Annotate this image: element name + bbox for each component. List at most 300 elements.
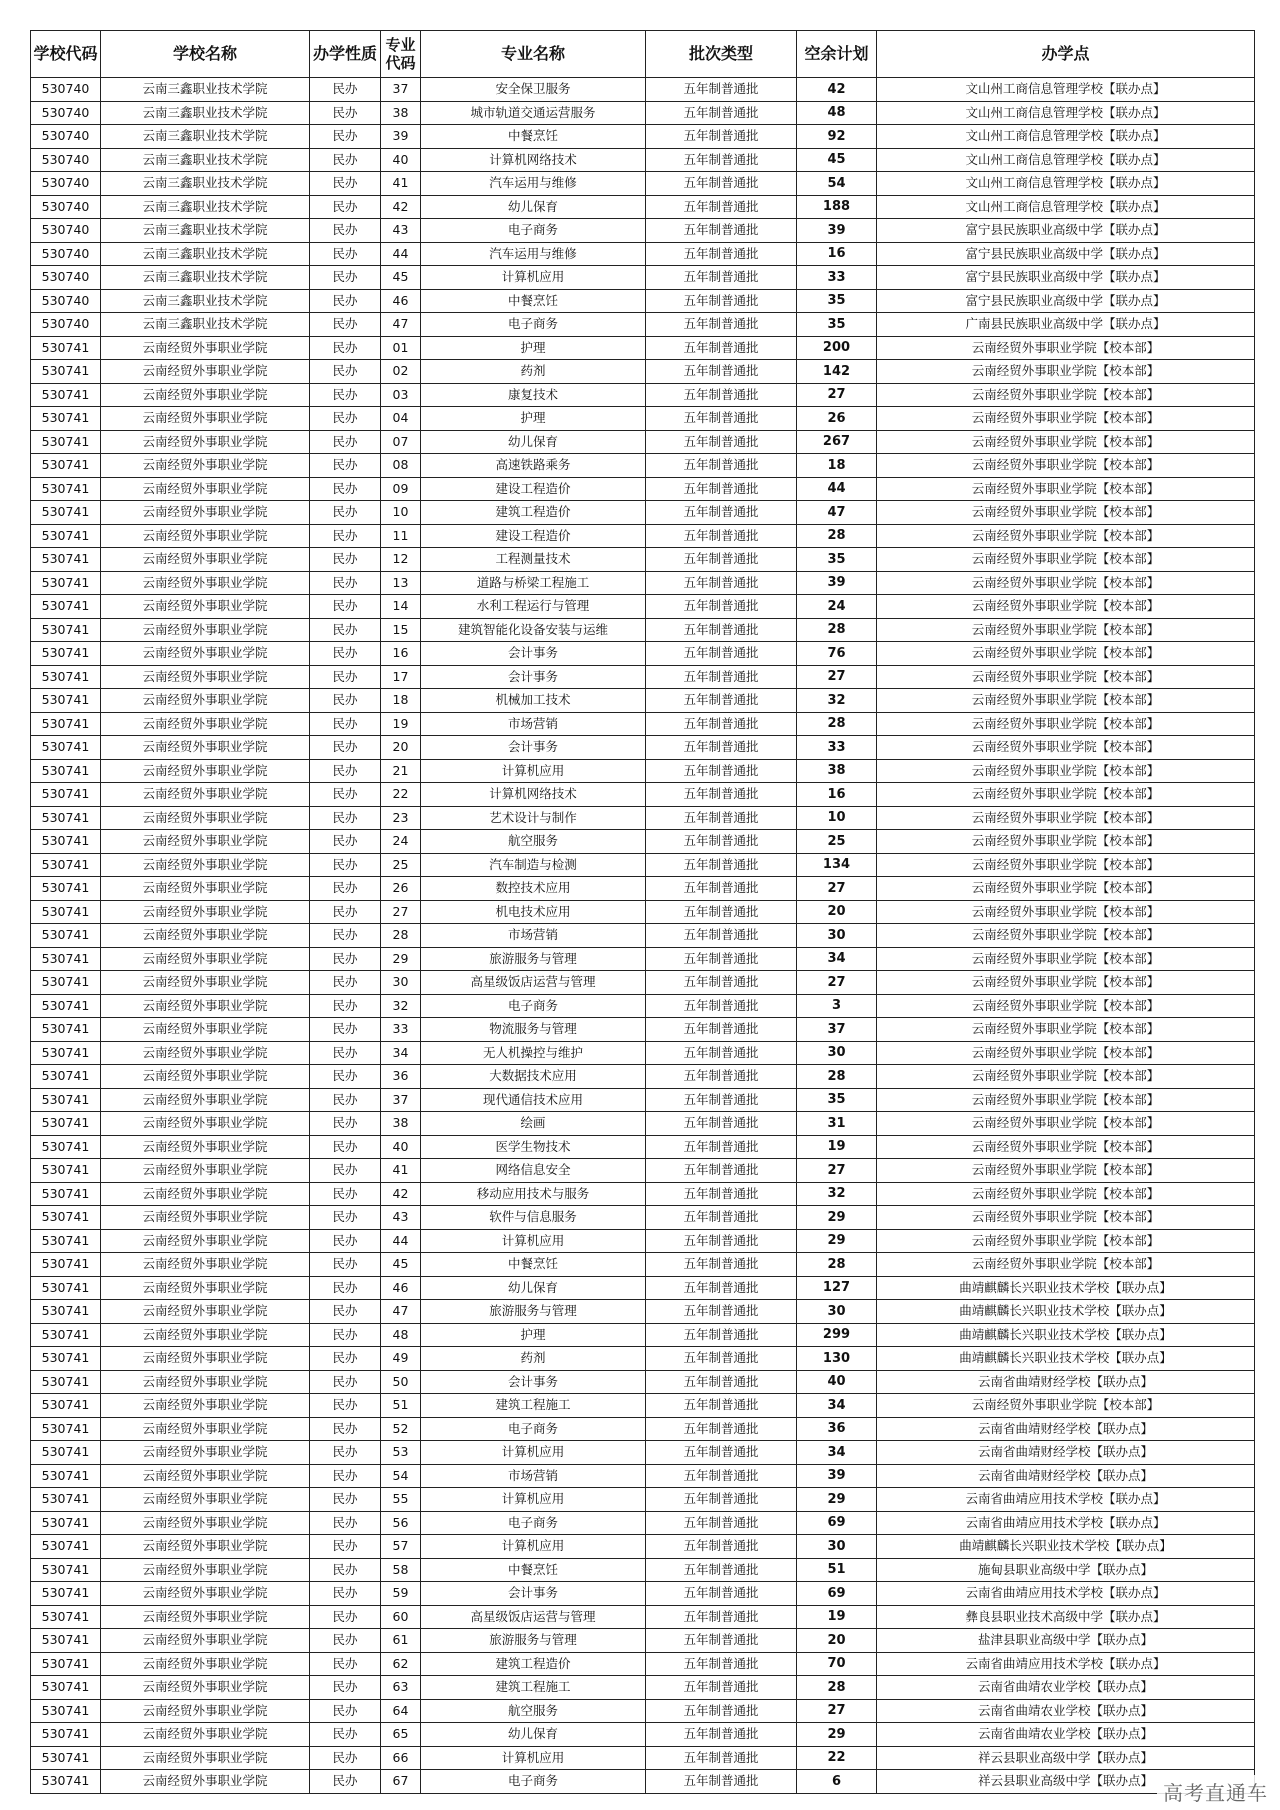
cell-school-code: 530741 — [31, 1535, 101, 1559]
table-row — [31, 101, 1255, 125]
cell-major-name: 市场营销 — [421, 1464, 646, 1488]
cell-school-name: 云南三鑫职业技术学院 — [101, 148, 310, 172]
cell-school-type: 民办 — [310, 1088, 381, 1112]
cell-school-code: 530741 — [31, 1394, 101, 1418]
cell-school-name: 云南经贸外事职业学院 — [101, 665, 310, 689]
cell-vacancy-plan: 30 — [797, 1300, 877, 1324]
cell-school-code: 530741 — [31, 1229, 101, 1253]
cell-campus: 云南经贸外事职业学院【校本部】 — [877, 971, 1255, 995]
cell-batch-type: 五年制普通批 — [646, 219, 797, 243]
cell-major-name: 计算机应用 — [421, 1488, 646, 1512]
cell-school-type: 民办 — [310, 642, 381, 666]
cell-school-type: 民办 — [310, 1417, 381, 1441]
cell-school-type: 民办 — [310, 454, 381, 478]
cell-major-code: 45 — [381, 266, 421, 290]
cell-major-name: 高速铁路乘务 — [421, 454, 646, 478]
cell-campus: 云南省曲靖财经学校【联办点】 — [877, 1441, 1255, 1465]
cell-vacancy-plan: 134 — [797, 853, 877, 877]
cell-campus: 云南经贸外事职业学院【校本部】 — [877, 524, 1255, 548]
cell-major-code: 42 — [381, 195, 421, 219]
cell-vacancy-plan: 34 — [797, 1394, 877, 1418]
cell-campus: 文山州工商信息管理学校【联办点】 — [877, 195, 1255, 219]
cell-batch-type: 五年制普通批 — [646, 1558, 797, 1582]
cell-school-type: 民办 — [310, 1206, 381, 1230]
cell-major-name: 药剂 — [421, 360, 646, 384]
cell-batch-type: 五年制普通批 — [646, 759, 797, 783]
cell-batch-type: 五年制普通批 — [646, 1135, 797, 1159]
cell-school-name: 云南经贸外事职业学院 — [101, 407, 310, 431]
cell-major-code: 38 — [381, 1112, 421, 1136]
cell-batch-type: 五年制普通批 — [646, 618, 797, 642]
cell-school-type: 民办 — [310, 1629, 381, 1653]
cell-major-code: 64 — [381, 1699, 421, 1723]
cell-school-name: 云南经贸外事职业学院 — [101, 618, 310, 642]
cell-major-code: 58 — [381, 1558, 421, 1582]
cell-campus: 云南省曲靖应用技术学校【联办点】 — [877, 1511, 1255, 1535]
cell-school-type: 民办 — [310, 736, 381, 760]
cell-major-code: 15 — [381, 618, 421, 642]
cell-school-type: 民办 — [310, 1558, 381, 1582]
cell-major-code: 32 — [381, 994, 421, 1018]
cell-school-type: 民办 — [310, 1018, 381, 1042]
table-row — [31, 1229, 1255, 1253]
cell-campus: 云南经贸外事职业学院【校本部】 — [877, 501, 1255, 525]
table-row — [31, 1441, 1255, 1465]
cell-school-name: 云南经贸外事职业学院 — [101, 1699, 310, 1723]
cell-school-name: 云南经贸外事职业学院 — [101, 336, 310, 360]
cell-major-name: 市场营销 — [421, 712, 646, 736]
cell-school-code: 530741 — [31, 1511, 101, 1535]
cell-major-name: 中餐烹饪 — [421, 125, 646, 149]
cell-major-code: 36 — [381, 1065, 421, 1089]
table-row — [31, 783, 1255, 807]
cell-school-name: 云南经贸外事职业学院 — [101, 1135, 310, 1159]
cell-campus: 云南省曲靖农业学校【联办点】 — [877, 1723, 1255, 1747]
cell-campus: 施甸县职业高级中学【联办点】 — [877, 1558, 1255, 1582]
table-row — [31, 195, 1255, 219]
cell-major-code: 18 — [381, 689, 421, 713]
cell-major-name: 护理 — [421, 336, 646, 360]
cell-batch-type: 五年制普通批 — [646, 360, 797, 384]
cell-major-code: 62 — [381, 1652, 421, 1676]
cell-major-code: 40 — [381, 1135, 421, 1159]
cell-campus: 曲靖麒麟长兴职业技术学校【联办点】 — [877, 1276, 1255, 1300]
cell-school-code: 530741 — [31, 1488, 101, 1512]
cell-campus: 云南省曲靖农业学校【联办点】 — [877, 1676, 1255, 1700]
cell-major-code: 60 — [381, 1605, 421, 1629]
cell-school-type: 民办 — [310, 1370, 381, 1394]
cell-school-type: 民办 — [310, 360, 381, 384]
cell-major-code: 34 — [381, 1041, 421, 1065]
cell-school-code: 530740 — [31, 289, 101, 313]
cell-school-code: 530741 — [31, 548, 101, 572]
table-row — [31, 1182, 1255, 1206]
cell-batch-type: 五年制普通批 — [646, 947, 797, 971]
cell-school-name: 云南经贸外事职业学院 — [101, 1206, 310, 1230]
table-row — [31, 383, 1255, 407]
cell-campus: 云南经贸外事职业学院【校本部】 — [877, 853, 1255, 877]
cell-school-type: 民办 — [310, 125, 381, 149]
cell-major-code: 43 — [381, 1206, 421, 1230]
cell-campus: 云南经贸外事职业学院【校本部】 — [877, 383, 1255, 407]
table-row — [31, 971, 1255, 995]
cell-major-code: 40 — [381, 148, 421, 172]
cell-school-code: 530741 — [31, 1182, 101, 1206]
cell-major-name: 建筑工程造价 — [421, 501, 646, 525]
cell-major-code: 30 — [381, 971, 421, 995]
cell-major-code: 49 — [381, 1347, 421, 1371]
cell-school-code: 530741 — [31, 924, 101, 948]
cell-major-name: 移动应用技术与服务 — [421, 1182, 646, 1206]
cell-campus: 云南经贸外事职业学院【校本部】 — [877, 1135, 1255, 1159]
cell-major-name: 会计事务 — [421, 736, 646, 760]
cell-major-code: 61 — [381, 1629, 421, 1653]
cell-major-code: 09 — [381, 477, 421, 501]
cell-major-code: 25 — [381, 853, 421, 877]
cell-major-code: 66 — [381, 1746, 421, 1770]
cell-vacancy-plan: 3 — [797, 994, 877, 1018]
cell-vacancy-plan: 28 — [797, 1676, 877, 1700]
table-row — [31, 1323, 1255, 1347]
cell-campus: 云南经贸外事职业学院【校本部】 — [877, 877, 1255, 901]
cell-school-code: 530741 — [31, 1558, 101, 1582]
table-row — [31, 736, 1255, 760]
cell-major-name: 护理 — [421, 407, 646, 431]
cell-school-code: 530740 — [31, 78, 101, 102]
cell-campus: 云南经贸外事职业学院【校本部】 — [877, 736, 1255, 760]
cell-vacancy-plan: 33 — [797, 736, 877, 760]
cell-batch-type: 五年制普通批 — [646, 1441, 797, 1465]
cell-batch-type: 五年制普通批 — [646, 1112, 797, 1136]
cell-major-name: 康复技术 — [421, 383, 646, 407]
cell-school-code: 530741 — [31, 994, 101, 1018]
cell-school-type: 民办 — [310, 1182, 381, 1206]
cell-major-name: 计算机应用 — [421, 1441, 646, 1465]
cell-campus: 云南经贸外事职业学院【校本部】 — [877, 665, 1255, 689]
header-major-code-text: 专业 代码 — [385, 36, 416, 72]
cell-campus: 云南省曲靖财经学校【联办点】 — [877, 1417, 1255, 1441]
cell-school-type: 民办 — [310, 1652, 381, 1676]
cell-major-code: 55 — [381, 1488, 421, 1512]
table-row — [31, 1723, 1255, 1747]
cell-school-type: 民办 — [310, 712, 381, 736]
cell-batch-type: 五年制普通批 — [646, 1582, 797, 1606]
table-row — [31, 1629, 1255, 1653]
cell-major-name: 电子商务 — [421, 1770, 646, 1794]
cell-school-code: 530741 — [31, 830, 101, 854]
cell-major-name: 计算机应用 — [421, 1229, 646, 1253]
cell-school-code: 530741 — [31, 736, 101, 760]
cell-batch-type: 五年制普通批 — [646, 101, 797, 125]
cell-school-name: 云南三鑫职业技术学院 — [101, 172, 310, 196]
cell-vacancy-plan: 42 — [797, 78, 877, 102]
cell-school-type: 民办 — [310, 524, 381, 548]
cell-major-code: 27 — [381, 900, 421, 924]
cell-major-code: 48 — [381, 1323, 421, 1347]
cell-school-name: 云南经贸外事职业学院 — [101, 1441, 310, 1465]
cell-vacancy-plan: 22 — [797, 1746, 877, 1770]
table-row — [31, 1699, 1255, 1723]
cell-school-type: 民办 — [310, 101, 381, 125]
cell-school-name: 云南经贸外事职业学院 — [101, 924, 310, 948]
cell-vacancy-plan: 30 — [797, 1041, 877, 1065]
cell-vacancy-plan: 35 — [797, 1088, 877, 1112]
cell-school-code: 530741 — [31, 454, 101, 478]
cell-school-name: 云南经贸外事职业学院 — [101, 1723, 310, 1747]
cell-school-code: 530741 — [31, 618, 101, 642]
cell-major-name: 绘画 — [421, 1112, 646, 1136]
cell-school-name: 云南经贸外事职业学院 — [101, 1652, 310, 1676]
cell-batch-type: 五年制普通批 — [646, 266, 797, 290]
cell-batch-type: 五年制普通批 — [646, 736, 797, 760]
cell-major-name: 机电技术应用 — [421, 900, 646, 924]
cell-campus: 文山州工商信息管理学校【联办点】 — [877, 101, 1255, 125]
cell-school-type: 民办 — [310, 924, 381, 948]
cell-school-type: 民办 — [310, 618, 381, 642]
cell-school-name: 云南经贸外事职业学院 — [101, 689, 310, 713]
cell-major-name: 高星级饭店运营与管理 — [421, 971, 646, 995]
cell-school-name: 云南三鑫职业技术学院 — [101, 219, 310, 243]
cell-batch-type: 五年制普通批 — [646, 1394, 797, 1418]
cell-vacancy-plan: 30 — [797, 1535, 877, 1559]
cell-batch-type: 五年制普通批 — [646, 148, 797, 172]
cell-major-name: 汽车运用与维修 — [421, 242, 646, 266]
cell-campus: 云南经贸外事职业学院【校本部】 — [877, 924, 1255, 948]
cell-school-type: 民办 — [310, 759, 381, 783]
cell-campus: 云南经贸外事职业学院【校本部】 — [877, 336, 1255, 360]
cell-school-name: 云南经贸外事职业学院 — [101, 994, 310, 1018]
table-row — [31, 1041, 1255, 1065]
cell-major-code: 44 — [381, 242, 421, 266]
cell-batch-type: 五年制普通批 — [646, 1511, 797, 1535]
cell-campus: 云南经贸外事职业学院【校本部】 — [877, 1206, 1255, 1230]
table-row — [31, 548, 1255, 572]
cell-vacancy-plan: 27 — [797, 877, 877, 901]
cell-major-name: 建设工程造价 — [421, 524, 646, 548]
cell-batch-type: 五年制普通批 — [646, 1676, 797, 1700]
cell-vacancy-plan: 29 — [797, 1206, 877, 1230]
cell-vacancy-plan: 35 — [797, 289, 877, 313]
cell-school-type: 民办 — [310, 1464, 381, 1488]
cell-campus: 云南经贸外事职业学院【校本部】 — [877, 1253, 1255, 1277]
table-row — [31, 172, 1255, 196]
table-row — [31, 219, 1255, 243]
cell-school-type: 民办 — [310, 219, 381, 243]
cell-major-code: 44 — [381, 1229, 421, 1253]
cell-school-code: 530741 — [31, 1323, 101, 1347]
cell-school-code: 530741 — [31, 360, 101, 384]
cell-school-type: 民办 — [310, 1746, 381, 1770]
table-row — [31, 571, 1255, 595]
table-row — [31, 900, 1255, 924]
cell-vacancy-plan: 38 — [797, 759, 877, 783]
cell-school-type: 民办 — [310, 1135, 381, 1159]
cell-school-name: 云南经贸外事职业学院 — [101, 1511, 310, 1535]
table-row — [31, 524, 1255, 548]
cell-batch-type: 五年制普通批 — [646, 454, 797, 478]
cell-batch-type: 五年制普通批 — [646, 1041, 797, 1065]
cell-major-code: 12 — [381, 548, 421, 572]
cell-batch-type: 五年制普通批 — [646, 289, 797, 313]
cell-major-code: 07 — [381, 430, 421, 454]
cell-vacancy-plan: 36 — [797, 1417, 877, 1441]
cell-batch-type: 五年制普通批 — [646, 1535, 797, 1559]
cell-batch-type: 五年制普通批 — [646, 524, 797, 548]
cell-vacancy-plan: 267 — [797, 430, 877, 454]
cell-school-name: 云南经贸外事职业学院 — [101, 736, 310, 760]
cell-vacancy-plan: 18 — [797, 454, 877, 478]
cell-major-name: 市场营销 — [421, 924, 646, 948]
table-row — [31, 477, 1255, 501]
cell-school-type: 民办 — [310, 1394, 381, 1418]
cell-vacancy-plan: 200 — [797, 336, 877, 360]
cell-major-name: 计算机应用 — [421, 1535, 646, 1559]
cell-school-name: 云南经贸外事职业学院 — [101, 501, 310, 525]
header-campus: 办学点 — [877, 31, 1255, 78]
cell-major-code: 13 — [381, 571, 421, 595]
cell-school-code: 530741 — [31, 1464, 101, 1488]
cell-school-name: 云南经贸外事职业学院 — [101, 830, 310, 854]
cell-major-code: 57 — [381, 1535, 421, 1559]
cell-school-name: 云南经贸外事职业学院 — [101, 1582, 310, 1606]
cell-batch-type: 五年制普通批 — [646, 1182, 797, 1206]
cell-major-name: 医学生物技术 — [421, 1135, 646, 1159]
table-row — [31, 454, 1255, 478]
cell-batch-type: 五年制普通批 — [646, 477, 797, 501]
cell-vacancy-plan: 20 — [797, 900, 877, 924]
cell-school-type: 民办 — [310, 195, 381, 219]
cell-major-code: 45 — [381, 1253, 421, 1277]
cell-major-name: 建筑工程造价 — [421, 1652, 646, 1676]
cell-major-code: 53 — [381, 1441, 421, 1465]
cell-batch-type: 五年制普通批 — [646, 1018, 797, 1042]
cell-vacancy-plan: 299 — [797, 1323, 877, 1347]
cell-campus: 云南省曲靖财经学校【联办点】 — [877, 1464, 1255, 1488]
header-major-name: 专业名称 — [421, 31, 646, 78]
cell-major-code: 43 — [381, 219, 421, 243]
cell-campus: 云南经贸外事职业学院【校本部】 — [877, 1065, 1255, 1089]
cell-major-name: 数控技术应用 — [421, 877, 646, 901]
cell-major-code: 63 — [381, 1676, 421, 1700]
cell-major-name: 电子商务 — [421, 1417, 646, 1441]
cell-school-name: 云南三鑫职业技术学院 — [101, 78, 310, 102]
table-row — [31, 313, 1255, 337]
cell-major-name: 道路与桥梁工程施工 — [421, 571, 646, 595]
cell-school-code: 530741 — [31, 571, 101, 595]
cell-school-name: 云南经贸外事职业学院 — [101, 1253, 310, 1277]
cell-vacancy-plan: 32 — [797, 689, 877, 713]
cell-major-name: 建筑工程施工 — [421, 1676, 646, 1700]
cell-school-name: 云南经贸外事职业学院 — [101, 1347, 310, 1371]
cell-campus: 富宁县民族职业高级中学【联办点】 — [877, 266, 1255, 290]
cell-school-type: 民办 — [310, 336, 381, 360]
cell-vacancy-plan: 54 — [797, 172, 877, 196]
cell-school-name: 云南经贸外事职业学院 — [101, 642, 310, 666]
cell-school-code: 530740 — [31, 195, 101, 219]
cell-school-name: 云南经贸外事职业学院 — [101, 1629, 310, 1653]
table-row — [31, 1276, 1255, 1300]
cell-school-name: 云南经贸外事职业学院 — [101, 430, 310, 454]
cell-campus: 云南省曲靖应用技术学校【联办点】 — [877, 1652, 1255, 1676]
cell-campus: 云南经贸外事职业学院【校本部】 — [877, 1018, 1255, 1042]
cell-batch-type: 五年制普通批 — [646, 571, 797, 595]
cell-batch-type: 五年制普通批 — [646, 383, 797, 407]
table-row — [31, 289, 1255, 313]
cell-school-type: 民办 — [310, 289, 381, 313]
table-row — [31, 994, 1255, 1018]
cell-school-code: 530740 — [31, 219, 101, 243]
table-row — [31, 1370, 1255, 1394]
cell-campus: 曲靖麒麟长兴职业技术学校【联办点】 — [877, 1300, 1255, 1324]
table-row — [31, 501, 1255, 525]
cell-major-name: 汽车制造与检测 — [421, 853, 646, 877]
cell-school-code: 530741 — [31, 1676, 101, 1700]
cell-campus: 云南经贸外事职业学院【校本部】 — [877, 571, 1255, 595]
cell-school-type: 民办 — [310, 900, 381, 924]
cell-batch-type: 五年制普通批 — [646, 1370, 797, 1394]
cell-school-name: 云南经贸外事职业学院 — [101, 1417, 310, 1441]
cell-school-name: 云南经贸外事职业学院 — [101, 1488, 310, 1512]
table-row — [31, 712, 1255, 736]
cell-school-code: 530741 — [31, 1770, 101, 1794]
cell-school-code: 530741 — [31, 877, 101, 901]
cell-major-code: 03 — [381, 383, 421, 407]
cell-major-name: 机械加工技术 — [421, 689, 646, 713]
cell-school-code: 530740 — [31, 313, 101, 337]
cell-vacancy-plan: 28 — [797, 618, 877, 642]
cell-school-name: 云南三鑫职业技术学院 — [101, 195, 310, 219]
cell-batch-type: 五年制普通批 — [646, 172, 797, 196]
cell-batch-type: 五年制普通批 — [646, 407, 797, 431]
table-row — [31, 78, 1255, 102]
table-row — [31, 1206, 1255, 1230]
cell-school-code: 530741 — [31, 853, 101, 877]
cell-school-code: 530741 — [31, 1347, 101, 1371]
cell-school-code: 530740 — [31, 242, 101, 266]
table-row — [31, 853, 1255, 877]
table-row — [31, 642, 1255, 666]
table-row — [31, 1088, 1255, 1112]
table-row — [31, 242, 1255, 266]
cell-major-code: 37 — [381, 1088, 421, 1112]
cell-school-code: 530741 — [31, 524, 101, 548]
cell-batch-type: 五年制普通批 — [646, 1652, 797, 1676]
cell-school-type: 民办 — [310, 548, 381, 572]
cell-major-name: 药剂 — [421, 1347, 646, 1371]
cell-school-name: 云南经贸外事职业学院 — [101, 853, 310, 877]
cell-major-code: 51 — [381, 1394, 421, 1418]
cell-school-code: 530741 — [31, 759, 101, 783]
cell-major-name: 高星级饭店运营与管理 — [421, 1605, 646, 1629]
cell-batch-type: 五年制普通批 — [646, 336, 797, 360]
cell-school-name: 云南经贸外事职业学院 — [101, 1370, 310, 1394]
cell-vacancy-plan: 130 — [797, 1347, 877, 1371]
cell-batch-type: 五年制普通批 — [646, 1723, 797, 1747]
cell-campus: 云南省曲靖财经学校【联办点】 — [877, 1370, 1255, 1394]
cell-major-name: 建设工程造价 — [421, 477, 646, 501]
cell-campus: 云南经贸外事职业学院【校本部】 — [877, 430, 1255, 454]
cell-major-name: 计算机网络技术 — [421, 148, 646, 172]
cell-batch-type: 五年制普通批 — [646, 195, 797, 219]
cell-school-code: 530741 — [31, 665, 101, 689]
cell-major-name: 城市轨道交通运营服务 — [421, 101, 646, 125]
cell-school-type: 民办 — [310, 877, 381, 901]
cell-school-name: 云南经贸外事职业学院 — [101, 1182, 310, 1206]
cell-school-type: 民办 — [310, 1535, 381, 1559]
cell-campus: 云南经贸外事职业学院【校本部】 — [877, 1159, 1255, 1183]
cell-major-code: 11 — [381, 524, 421, 548]
cell-major-code: 37 — [381, 78, 421, 102]
